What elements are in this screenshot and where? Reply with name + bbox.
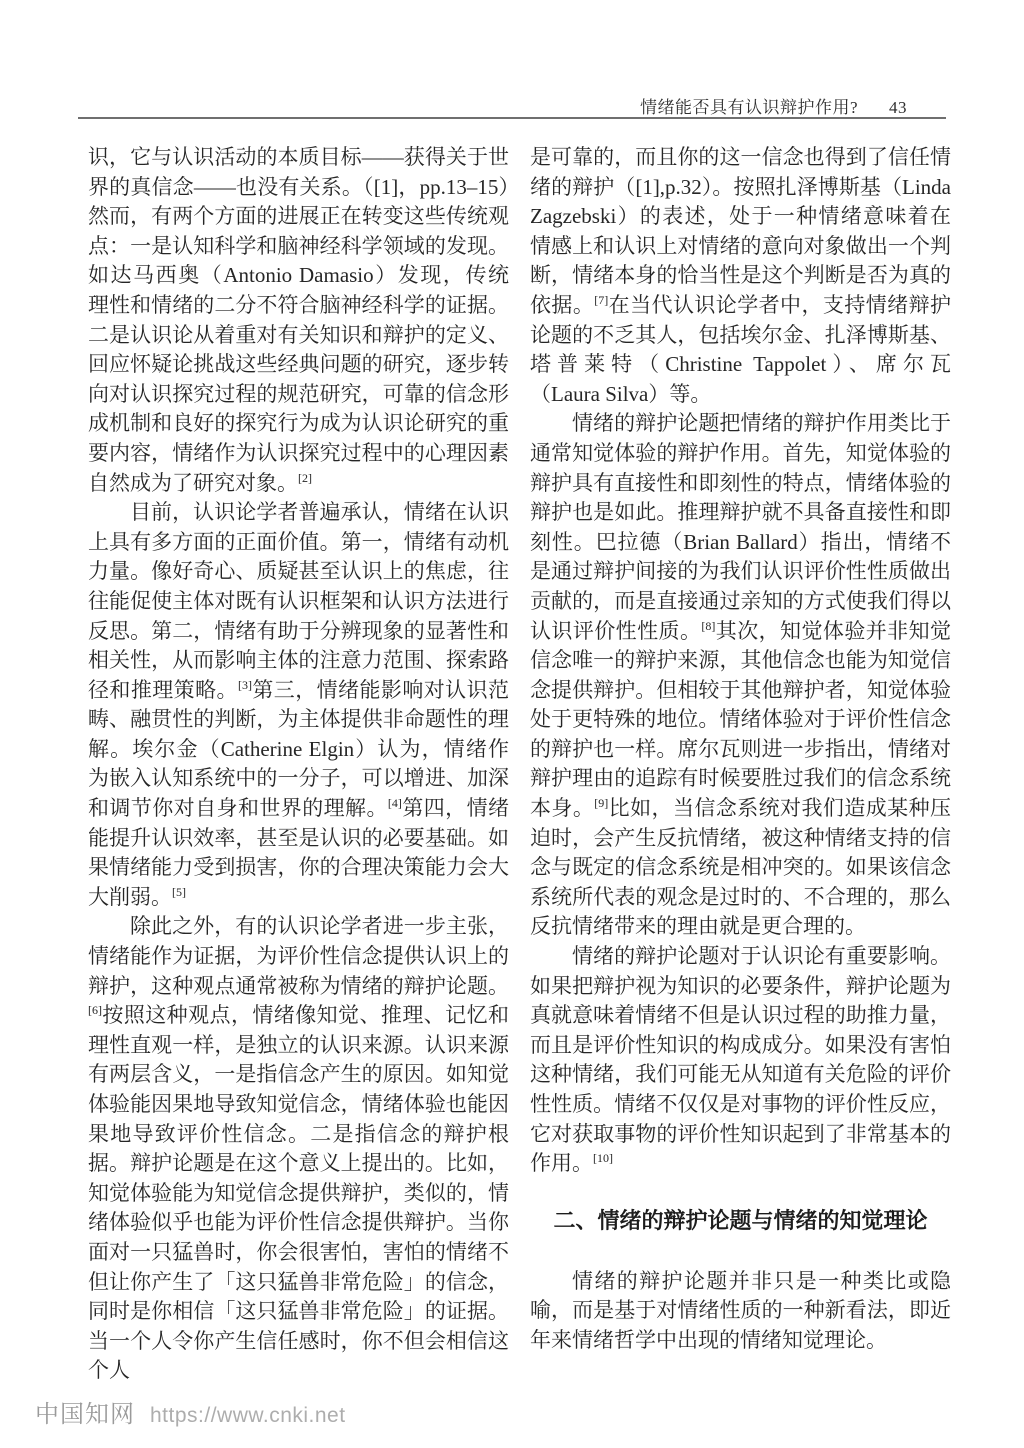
paragraph: 识，它与认识活动的本质目标——获得关于世界的真信念——也没有关系。（[1]，pp.13–15）然而，有两个方面的进展正在转变这些传统观点：一是认知科学和脑神经科学领域的发现。如达马西奥（Antonio Damasio）发现，传统理性和情绪的二分不符合脑神经科学的证据。二是认识论从着重对有关知识和辩护的定义、回应怀疑论挑战这些经典问题的研究，逐步转向对认识探究过程的规范研究，可靠的信念形成机制和良好的探究行为成为认识论研究的重要内容，情绪作为认识探究过程中的心理因素自然成为了研究对象。[2]: [88, 145, 509, 495]
citation-ref: [3]: [237, 677, 252, 692]
section-heading: 二、情绪的辩护论题与情绪的知觉理论: [553, 1207, 928, 1233]
left-column: [88, 143, 509, 1386]
paragraph: 情绪的辩护论题对于认识论有重要影响。如果把辩护视为知识的必要条件，辩护论题为真就意味着情绪不但是认识过程的助推力量，而且是评价性知识的构成成分。如果没有害怕这种情绪，我们可能无从知道有关危险的评价性性质。情绪不仅仅是对事物的评价性反应，它对获取事物的评价性知识起到了非常基本的作用。[10]: [530, 944, 951, 1176]
running-head-title: 情绪能否具有认识辩护作用?: [639, 98, 858, 117]
citation-ref: [10]: [593, 1151, 613, 1166]
citation-ref: [8]: [701, 618, 716, 633]
right-column: [530, 143, 951, 1356]
cnki-url: https://www.cnki.net: [150, 1404, 346, 1427]
citation-ref: [6]: [88, 1003, 102, 1018]
cnki-brand: 中国知网: [35, 1401, 135, 1428]
citation-ref: [2]: [298, 470, 312, 485]
paragraph: 除此之外，有的认识论学者进一步主张，情绪能作为证据，为评价性信念提供认识上的辩护，这种观点通常被称为情绪的辩护论题。[6]按照这种观点，情绪像知觉、推理、记忆和理性直观一样，是独立的认识来源。认识来源有两层含义，一是指信念产生的原因。如知觉体验能因果地导致知觉信念，情绪体验也能因果地导致评价性信念。二是指信念的辩护根据。辩护论题是在这个意义上提出的。比如，知觉体验能为知觉信念提供辩护，类似的，情绪体验似乎也能为评价性信念提供辩护。当你面对一只猛兽时，你会很害怕，害怕的情绪不但让你产生了「这只猛兽非常危险」的信念，同时是你相信「这只猛兽非常危险」的证据。当一个人令你产生信任感时，你不但会相信这个人: [88, 914, 509, 1383]
paragraph: 是可靠的，而且你的这一信念也得到了信任情绪的辩护（[1],p.32）。按照扎泽博斯基（Linda Zagzebski）的表述，处于一种情绪意味着在情感上和认识上对情绪的意向对象做出一个判断，情绪本身的恰当性是这个判断是否为真的依据。[7]在当代认识论学者中，支持情绪辩护论题的不乏其人，包括埃尔金、扎泽博斯基、塔普莱特（Christine Tappolet）、席尔瓦（Laura Silva）等。: [530, 145, 952, 406]
citation-ref: [4]: [387, 796, 402, 811]
citation-ref: [5]: [172, 884, 186, 899]
paragraph: 情绪的辩护论题并非只是一种类比或隐喻，而是基于对情绪性质的一种新看法，即近年来情绪哲学中出现的情绪知觉理论。: [530, 1268, 951, 1352]
running-head: [640, 93, 907, 118]
citation-ref: [9]: [594, 796, 609, 811]
citation-ref: [7]: [594, 292, 609, 307]
page-number: 43: [889, 98, 907, 117]
header-rule: [78, 117, 946, 119]
footer-watermark: [35, 1394, 346, 1429]
paragraph: 目前，认识论学者普遍承认，情绪在认识上具有多方面的正面价值。第一，情绪有动机力量。像好奇心、质疑甚至认识上的焦虑，往往能促使主体对既有认识框架和认识方法进行反思。第二，情绪有助于分辨现象的显著性和相关性，从而影响主体的注意力范围、探索路径和推理策略。[3]第三，情绪能影响对认识范畴、融贯性的判断，为主体提供非命题性的理解。埃尔金（Catherine Elgin）认为，情绪作为嵌入认知系统中的一分子，可以增进、加深和调节你对自身和世界的理解。[4]第四，情绪能提升认识效率，甚至是认识的必要基础。如果情绪能力受到损害，你的合理决策能力会大大削弱。[5]: [88, 500, 510, 909]
paragraph: 情绪的辩护论题把情绪的辩护作用类比于通常知觉体验的辩护作用。首先，知觉体验的辩护具有直接性和即刻性的特点，情绪体验的辩护也是如此。推理辩护就不具备直接性和即刻性。巴拉德（Brian Ballard）指出，情绪不是通过辩护间接的为我们认识评价性性质做出贡献的，而是直接通过亲知的方式使我们得以认识评价性性质。[8]其次，知觉体验并非知觉信念唯一的辩护来源，其他信念也能为知觉信念提供辩护。但相较于其他辩护者，知觉体验处于更特殊的地位。情绪体验对于评价性信念的辩护也一样。席尔瓦则进一步指出，情绪对辩护理由的追踪有时候要胜过我们的信念系统本身。[9]比如，当信念系统对我们造成某种压迫时，会产生反抗情绪，被这种情绪支持的信念与既定的信念系统是相冲突的。如果该信念系统所代表的观念是过时的、不合理的，那么反抗情绪带来的理由就是更合理的。: [530, 411, 952, 939]
